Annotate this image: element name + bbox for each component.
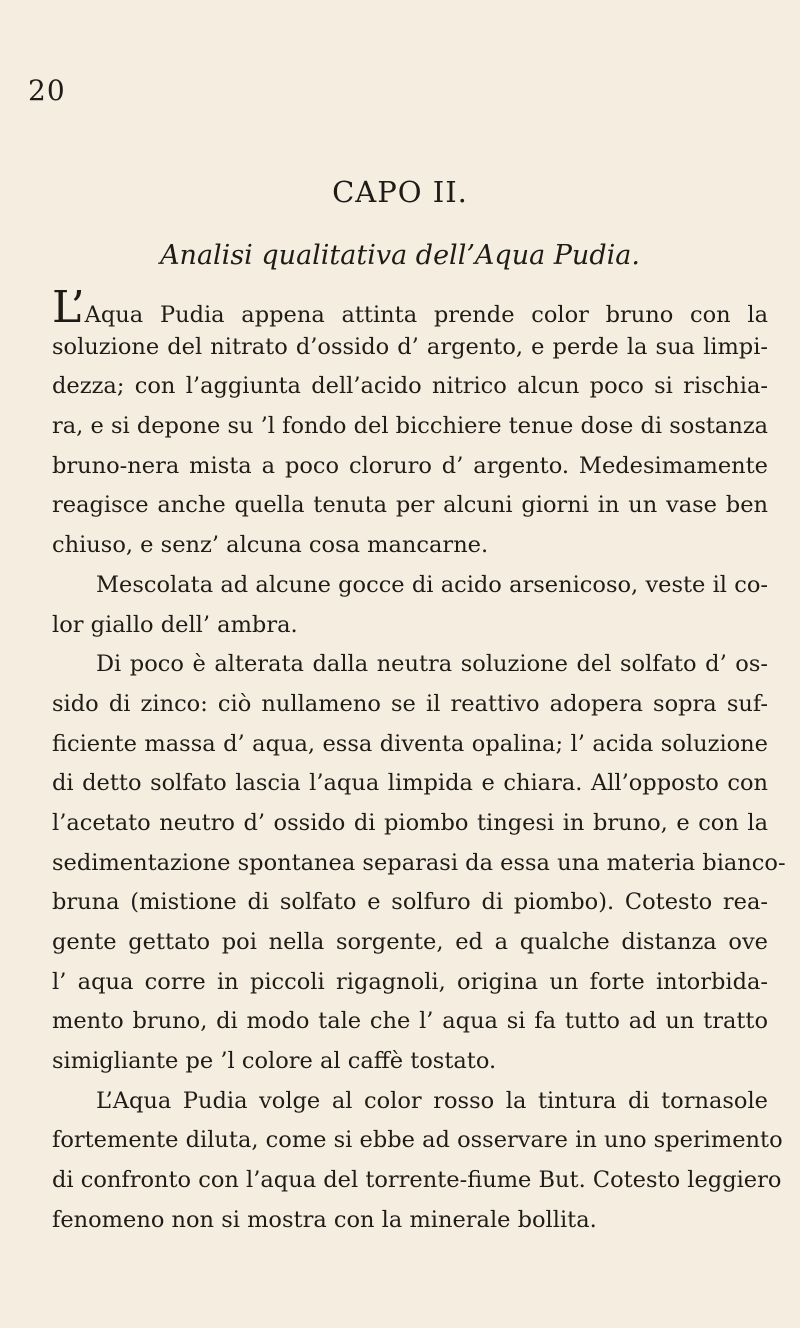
text-line: L’Aqua Pudia volge al color rosso la tintura di tornasole [96, 1087, 768, 1114]
text-line: mento bruno, di modo tale che l’ aqua si fa tutto ad un tratto [52, 1008, 768, 1035]
page-number: 20 [28, 74, 66, 107]
text-line: Mescolata ad alcune gocce di acido arsenicoso, veste il co- [96, 571, 768, 598]
text-line: Di poco è alterata dalla neutra soluzione del solfato d’ os- [96, 651, 768, 678]
text-line: fenomeno non si mostra con la minerale bollita. [52, 1206, 597, 1233]
text-line: l’acetato neutro d’ ossido di piombo tingesi in bruno, e con la [52, 809, 768, 836]
text-line: di confronto con l’aqua del torrente-fiume But. Cotesto leggiero [52, 1167, 782, 1194]
text-line: fortemente diluta, come si ebbe ad osservare in uno sperimento [52, 1127, 783, 1154]
text-line: gente gettato poi nella sorgente, ed a qualche distanza ove [52, 929, 768, 955]
text-line: dezza; con l’aggiunta dell’acido nitrico alcun poco si rischia- [52, 373, 768, 400]
text-line: sido di zinco: ciò nullameno se il reattivo adopera sopra suf- [52, 690, 768, 717]
text-line: ra, e si depone su ’l fondo del bicchiere tenue dose di sostanza [52, 413, 769, 440]
text-line: l’ aqua corre in piccoli rigagnoli, origina un forte intorbida- [52, 968, 768, 995]
text-line: sedimentazione spontanea separasi da essa una materia bianco- [52, 849, 786, 876]
text-line: lor giallo dell’ ambra. [52, 611, 298, 638]
text-line: reagisce anche quella tenuta per alcuni giorni in un vase ben [52, 492, 768, 519]
drop-cap: L’ [52, 282, 85, 333]
body-text [52, 282, 786, 1241]
section-title: Analisi qualitativa dell’Aqua Pudia. [160, 240, 640, 271]
text-line: chiuso, e senz’ alcuna cosa mancarne. [52, 532, 489, 559]
text-line: ficiente massa d’ aqua, essa diventa opalina; l’ acida soluzione [52, 730, 768, 757]
text-line: bruna (mistione di solfato e solfuro di piombo). Cotesto rea- [52, 889, 768, 916]
text-line: bruno-nera mista a poco cloruro d’ argento. Medesimamente [52, 452, 768, 479]
text-line: soluzione del nitrato d’ossido d’ argento, e perde la sua limpi- [52, 333, 768, 360]
chapter-title: CAPO II. [332, 175, 468, 209]
text-line: L’Aqua Pudia appena attinta prende color bruno con la [52, 282, 768, 333]
text-line: simigliante pe ’l colore al caffè tostato. [52, 1048, 497, 1075]
text-line: di detto solfato lascia l’aqua limpida e chiara. All’opposto con [52, 770, 768, 797]
